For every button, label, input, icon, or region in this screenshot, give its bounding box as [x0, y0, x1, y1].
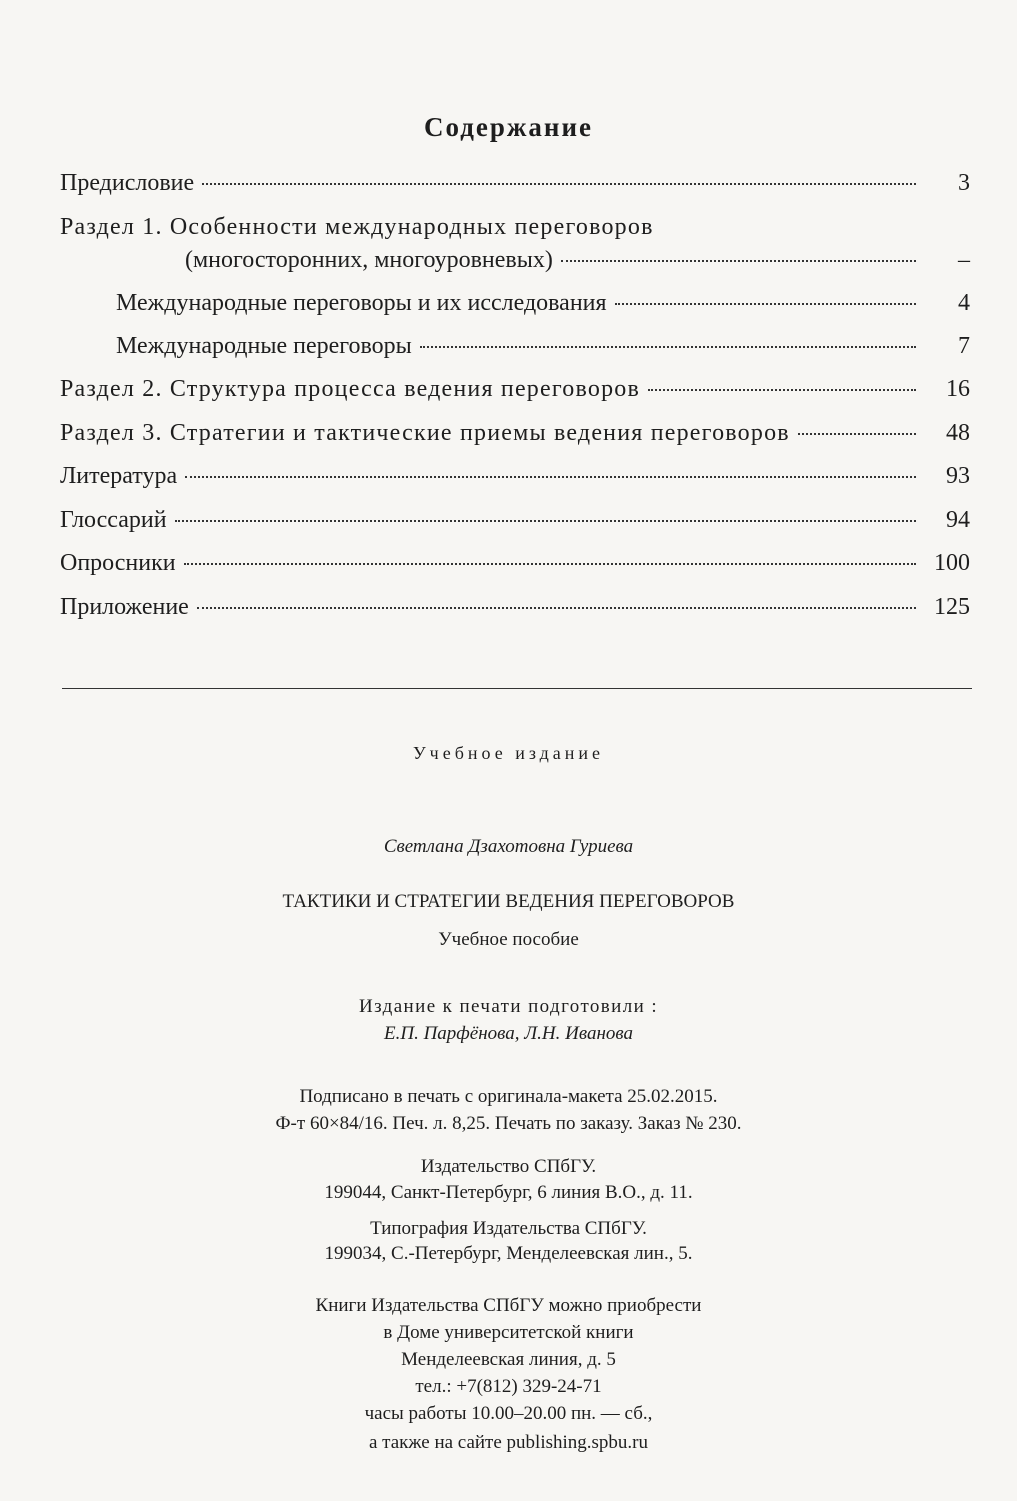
dot-leader — [197, 607, 916, 609]
section-divider — [62, 688, 972, 689]
print-format: Ф-т 60×84/16. Печ. л. 8,25. Печать по заказу. Заказ № 230. — [275, 1113, 742, 1134]
dot-leader — [561, 260, 916, 262]
toc-entry-questionnaires — [60, 548, 970, 578]
toc-entry-page: 100 — [934, 550, 970, 576]
shop-hours: часы работы 10.00–20.00 пн. — сб., — [364, 1403, 653, 1424]
toc-entry-label: Литература — [60, 463, 178, 489]
shop-website: а также на сайте publishing.spbu.ru — [369, 1432, 648, 1453]
shop-line-2: в Доме университетской книги — [383, 1322, 634, 1343]
toc-entry-page: 16 — [946, 376, 970, 402]
shop-line-1: Книги Издательства СПбГУ можно приобрести — [315, 1295, 702, 1316]
toc-title: Содержание — [423, 112, 594, 142]
dot-leader — [648, 389, 916, 391]
toc-entry-label: Опросники — [60, 550, 176, 576]
dot-leader — [798, 433, 916, 435]
toc-entry-page: 48 — [946, 420, 970, 446]
signed-for-print: Подписано в печать с оригинала-макета 25.02.2015. — [299, 1086, 718, 1107]
toc-entry-label: Международные переговоры и их исследования — [116, 290, 607, 316]
dot-leader — [175, 520, 916, 522]
toc-entry-page: – — [958, 247, 970, 273]
toc-entry-page: 93 — [946, 463, 970, 489]
dot-leader — [202, 183, 916, 185]
author-name: Светлана Дзахотовна Гуриева — [383, 836, 634, 857]
toc-entry-section-1 — [60, 212, 970, 242]
toc-entry-page: 7 — [958, 333, 970, 359]
printer-name: Типография Издательства СПбГУ. — [370, 1218, 647, 1239]
shop-line-3: Менделеевская линия, д. 5 — [401, 1349, 616, 1370]
toc-entry-section-3 — [60, 418, 970, 448]
toc-entry-continuation: (многосторонних, многоуровневых) — [185, 247, 553, 273]
dot-leader — [615, 303, 916, 305]
toc-entry-label: Раздел 2. Структура процесса ведения переговоров — [60, 376, 641, 402]
toc-entry-label: Приложение — [60, 594, 189, 620]
toc-entry-page: 125 — [934, 594, 970, 620]
toc-entry-preface — [60, 168, 970, 198]
book-title: ТАКТИКИ И СТРАТЕГИИ ВЕДЕНИЯ ПЕРЕГОВОРОВ — [282, 891, 735, 912]
publisher-name: Издательство СПбГУ. — [420, 1156, 597, 1177]
publisher-address: 199044, Санкт-Петербург, 6 линия В.О., д. 11. — [324, 1182, 693, 1203]
dot-leader — [420, 346, 916, 348]
toc-entry-label: Международные переговоры — [116, 333, 412, 359]
toc-entry-international-negotiations — [116, 331, 970, 361]
toc-entry-page: 3 — [958, 170, 970, 196]
toc-entry-label: Глоссарий — [60, 507, 167, 533]
toc-entry-negotiations-research — [116, 288, 970, 318]
toc-entry-label: Предисловие — [60, 170, 195, 196]
toc-entry-label: Раздел 3. Стратегии и тактические приемы ведения переговоров — [60, 420, 790, 446]
toc-entry-page: 94 — [946, 507, 970, 533]
dot-leader — [184, 563, 916, 565]
toc-entry-label: Раздел 1. Особенности международных переговоров — [60, 214, 654, 240]
prepared-by-names: Е.П. Парфёнова, Л.Н. Иванова — [384, 1023, 633, 1044]
shop-phone: тел.: +7(812) 329-24-71 — [415, 1376, 602, 1397]
prepared-by-label: Издание к печати подготовили : — [358, 996, 659, 1017]
toc-entry-literature — [60, 461, 970, 491]
toc-entry-page: 4 — [958, 290, 970, 316]
book-subtitle: Учебное пособие — [438, 929, 579, 950]
dot-leader — [185, 476, 916, 478]
toc-entry-appendix — [60, 592, 970, 622]
toc-entry-section-2 — [60, 374, 970, 404]
toc-entry-section-1-continuation — [185, 245, 970, 275]
printer-address: 199034, С.-Петербург, Менделеевская лин., 5. — [324, 1243, 693, 1264]
toc-entry-glossary — [60, 505, 970, 535]
edition-type: Учебное издание — [412, 743, 605, 763]
